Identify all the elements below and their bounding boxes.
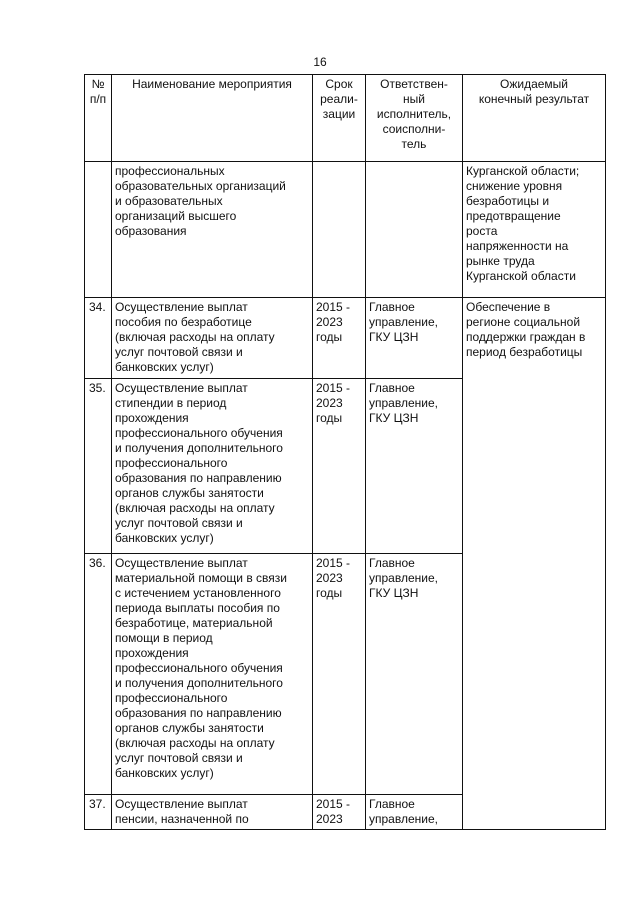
measures-table <box>84 74 606 830</box>
cell-term <box>313 162 366 298</box>
cell-measure-name: Осуществление выплат стипендии в период прохождения профессионального обучения и получения дополнительного профессионального образования по направлению органов службы занятости (включая расходы на оплату услуг почтовой связи и банковских услуг) <box>112 379 313 554</box>
cell-number <box>85 162 112 298</box>
cell-executor <box>366 162 463 298</box>
cell-executor: Главное управление, <box>366 795 463 830</box>
cell-expected-result: Курганской области; снижение уровня безработицы и предотвращение роста напряженности на рынке труда Курганской области <box>463 162 606 298</box>
cell-term: 2015 - 2023 <box>313 795 366 830</box>
cell-term: 2015 - 2023 годы <box>313 554 366 795</box>
cell-executor: Главное управление, ГКУ ЦЗН <box>366 298 463 379</box>
table-row-continuation <box>85 162 606 298</box>
header-term: Срок реали- зации <box>313 75 366 162</box>
cell-executor: Главное управление, ГКУ ЦЗН <box>366 379 463 554</box>
cell-number: 36. <box>85 554 112 795</box>
cell-number: 35. <box>85 379 112 554</box>
cell-number: 37. <box>85 795 112 830</box>
table-row <box>85 298 606 379</box>
header-executor: Ответствен- ный исполнитель, соисполни- тель <box>366 75 463 162</box>
table-header-row <box>85 75 606 162</box>
cell-measure-name: профессиональных образовательных организаций и образовательных организаций высшего образования <box>112 162 313 298</box>
header-measure-name: Наименование мероприятия <box>112 75 313 162</box>
cell-executor: Главное управление, ГКУ ЦЗН <box>366 554 463 795</box>
cell-term: 2015 - 2023 годы <box>313 379 366 554</box>
header-expected-result: Ожидаемый конечный результат <box>463 75 606 162</box>
cell-expected-result-merged: Обеспечение в регионе социальной поддержки граждан в период безработицы <box>463 298 606 830</box>
cell-term: 2015 - 2023 годы <box>313 298 366 379</box>
page-number: 16 <box>313 55 327 69</box>
cell-number: 34. <box>85 298 112 379</box>
cell-measure-name: Осуществление выплат пособия по безработице (включая расходы на оплату услуг почтовой связи и банковских услуг) <box>112 298 313 379</box>
cell-measure-name: Осуществление выплат материальной помощи в связи с истечением установленного периода выплаты пособия по безработице, материальной помощи в период прохождения профессионального обучения и получения дополнительного профессионального образования по направлению органов службы занятости (включая расходы на оплату услуг почтовой связи и банковских услуг) <box>112 554 313 795</box>
cell-measure-name: Осуществление выплат пенсии, назначенной по <box>112 795 313 830</box>
header-number: № п/п <box>85 75 112 162</box>
